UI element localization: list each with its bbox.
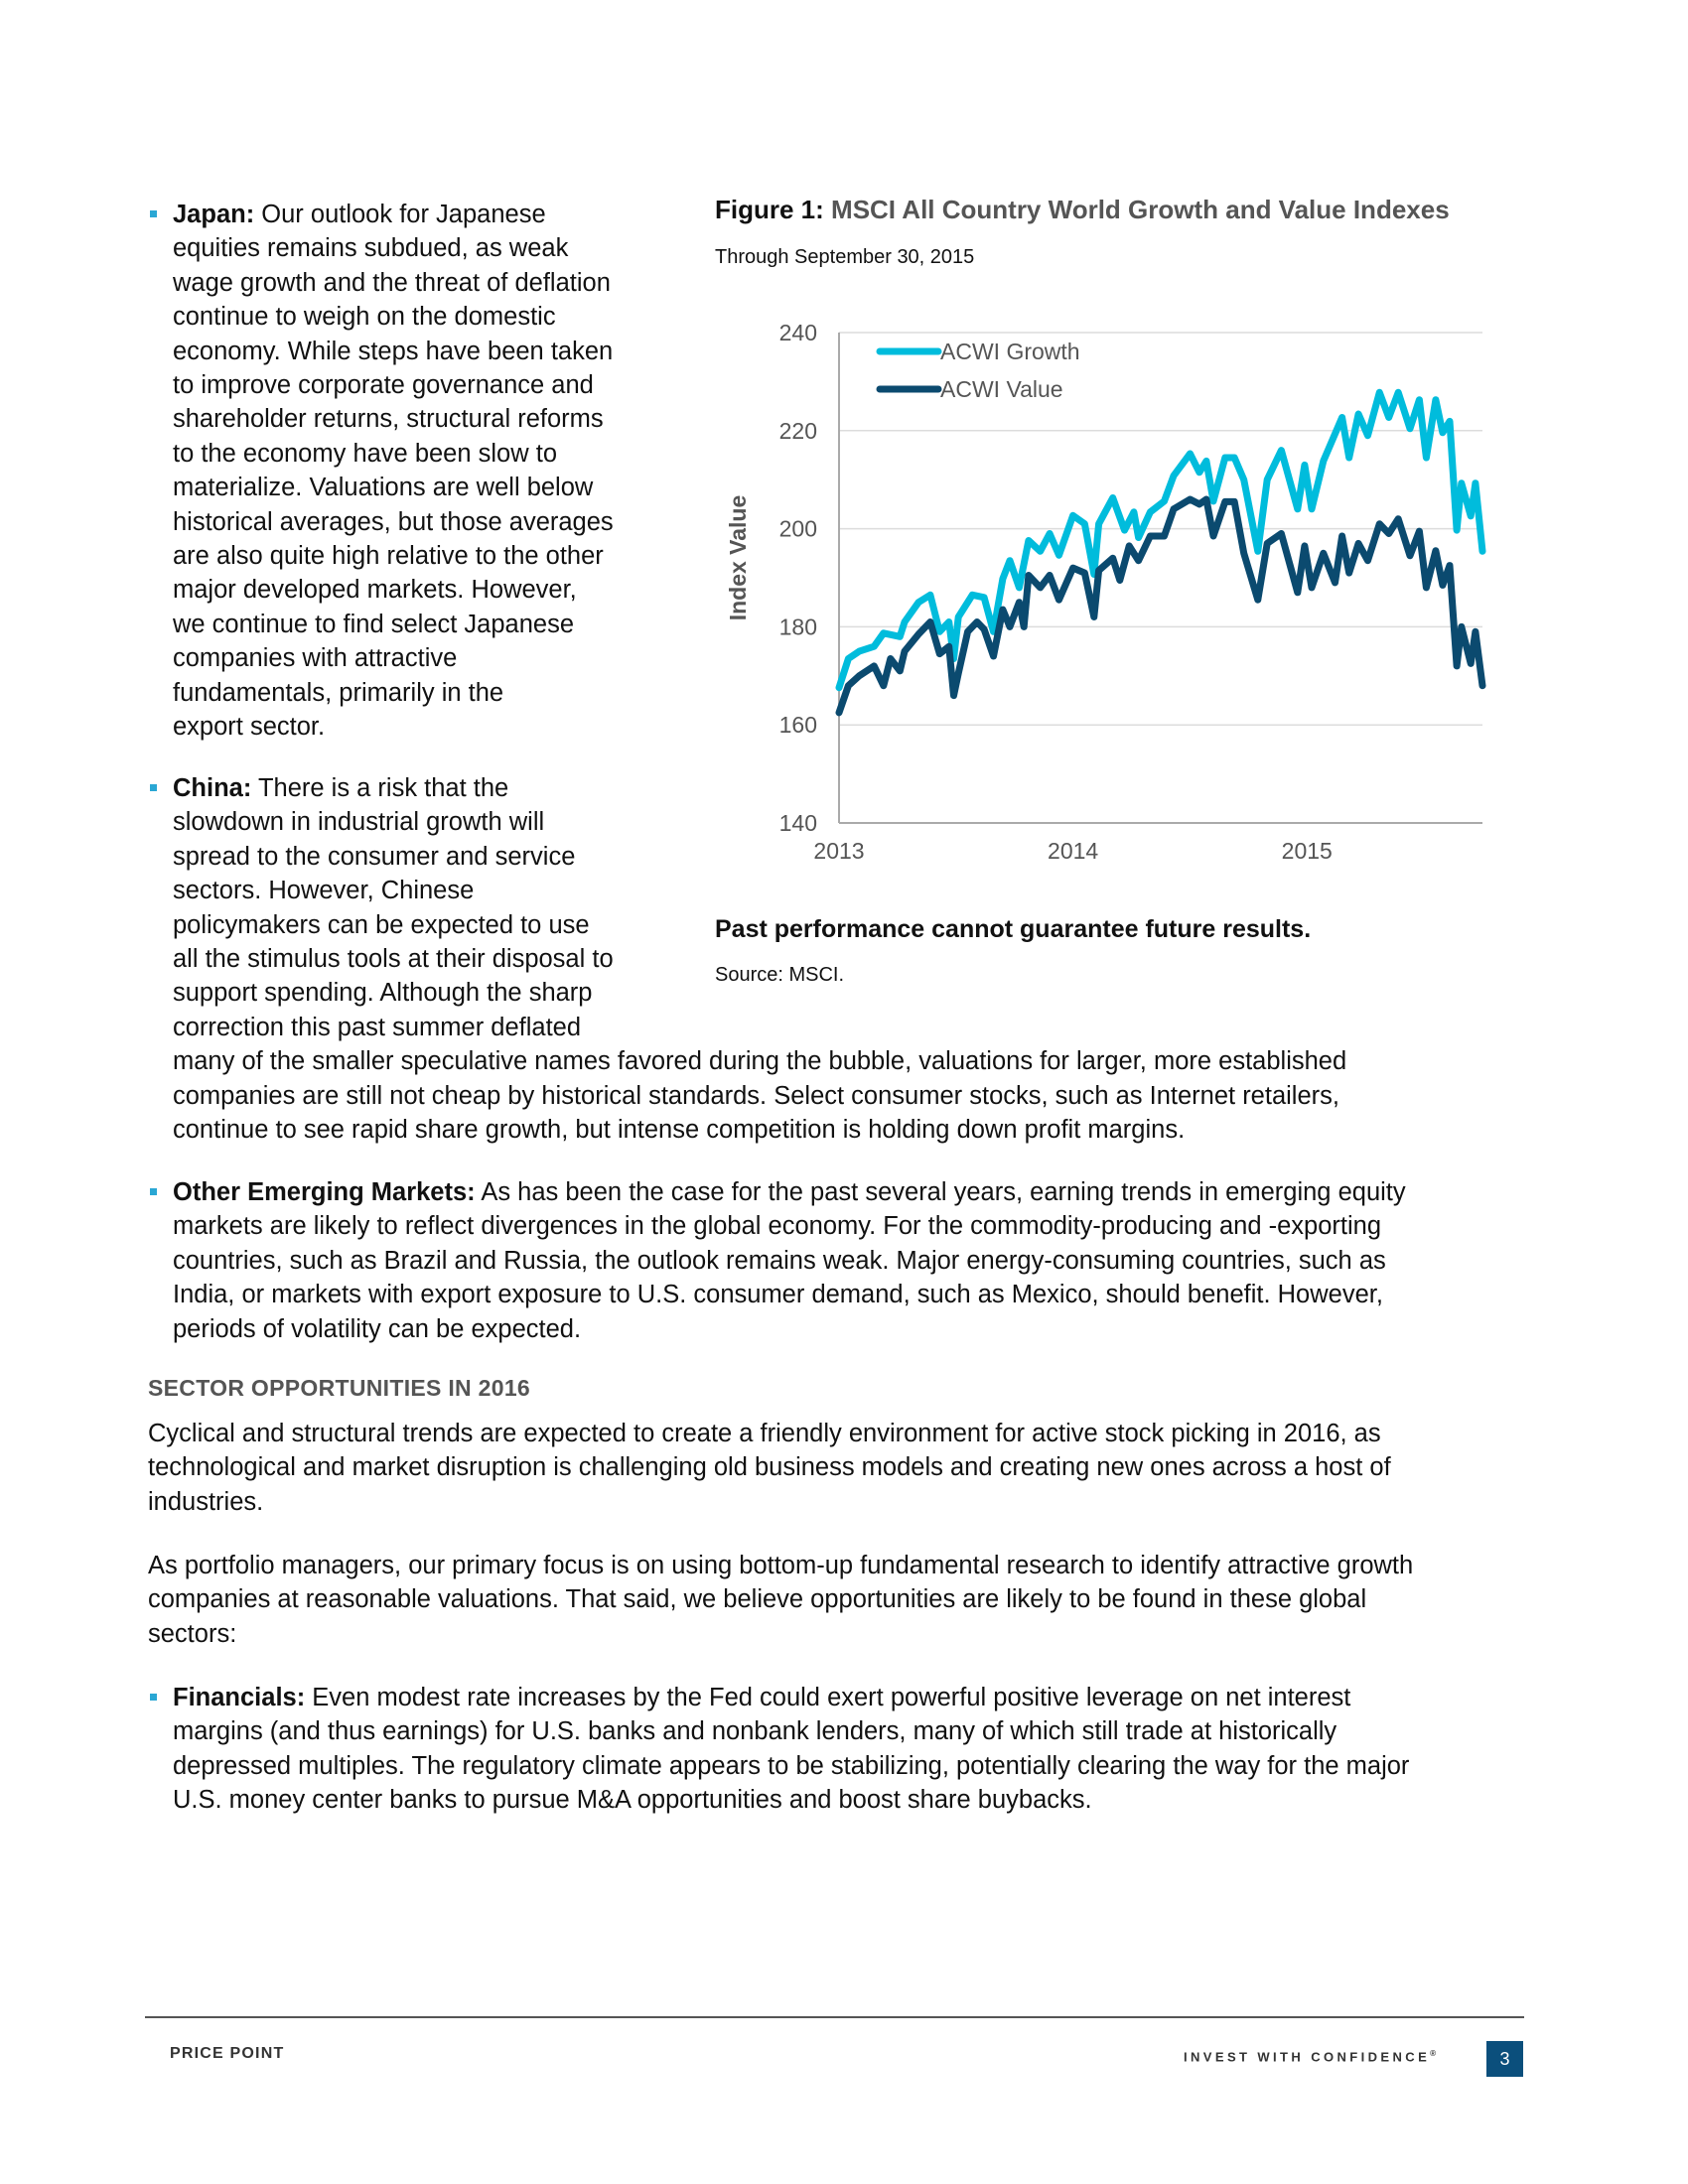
text-line	[173, 1044, 1346, 1078]
text-line-content: economy. While steps have been taken	[173, 337, 614, 365]
text-line-content: equities remains subdued, as weak	[173, 234, 569, 263]
text-line-content: There is a risk that the	[251, 774, 509, 802]
y-tick-label: 180	[778, 614, 817, 640]
text-line	[173, 402, 614, 436]
text-line	[173, 1714, 1409, 1748]
text-line-content: technological and market disruption is challenging old business models and creating new ones across a host of	[148, 1453, 1391, 1482]
text-line-content: to improve corporate governance and	[173, 371, 594, 400]
y-tick-label: 220	[778, 417, 817, 444]
x-tick-label: 2014	[1048, 838, 1099, 864]
x-tick-label: 2015	[1281, 838, 1333, 864]
text-line	[173, 1079, 1346, 1113]
figure-title-text: MSCI All Country World Growth and Value Indexes	[831, 195, 1450, 224]
text-line	[173, 1113, 1346, 1147]
text-line	[173, 1244, 1406, 1278]
y-tick-label: 160	[778, 712, 817, 739]
text-line	[173, 231, 614, 265]
text-line-content: continue to weigh on the domestic	[173, 303, 556, 332]
text-line-content: many of the smaller speculative names favored during the bubble, valuations for larger, more established	[173, 1047, 1347, 1076]
y-tick-label: 140	[778, 810, 817, 836]
japan-bullet	[173, 198, 614, 745]
paragraph-cyclical	[148, 1417, 1391, 1519]
bullet-icon	[150, 210, 157, 217]
text-line	[148, 1485, 1391, 1519]
bullet-label: Financials:	[173, 1684, 306, 1711]
text-line-content: spread to the consumer and service	[173, 842, 576, 871]
text-line-content: export sector.	[173, 713, 326, 742]
text-line-content: Even modest rate increases by the Fed could exert powerful positive leverage on net interest	[305, 1684, 1351, 1711]
text-line	[173, 710, 614, 744]
bullet-icon	[150, 1188, 157, 1195]
text-line-content: correction this past summer deflated	[173, 1013, 582, 1041]
text-line-content: U.S. money center banks to pursue M&A opportunities and boost share buybacks.	[173, 1786, 1092, 1815]
text-line	[173, 1749, 1409, 1783]
text-line-content: slowdown in industrial growth will	[173, 808, 545, 837]
text-line	[173, 676, 614, 710]
text-line	[173, 573, 614, 607]
bullet-icon	[150, 1694, 157, 1701]
footer-divider	[145, 2016, 1524, 2018]
text-line-content: companies at reasonable valuations. That said, we believe opportunities are likely to be found in these global	[148, 1585, 1367, 1614]
text-line	[173, 641, 614, 675]
text-line	[148, 1417, 1391, 1450]
figure-label: Figure 1:	[715, 195, 824, 224]
other-em-bullet	[173, 1175, 1406, 1346]
bullet-label: Japan:	[173, 201, 255, 228]
text-line-content: Cyclical and structural trends are expected to create a friendly environment for active stock picking in 2016, as	[148, 1420, 1381, 1447]
text-line	[173, 437, 614, 471]
text-line-content: As portfolio managers, our primary focus is on using bottom-up fundamental research to identify attractive growth	[148, 1552, 1414, 1579]
text-line	[173, 300, 614, 334]
y-axis-label: Index Value	[725, 494, 751, 621]
text-line-content: materialize. Valuations are well below	[173, 474, 594, 502]
publication-name: PRICE POINT	[170, 2045, 285, 2062]
text-line-content: are also quite high relative to the other	[173, 542, 604, 571]
text-line-content: companies with attractive	[173, 644, 458, 673]
text-line-content: wage growth and the threat of deflation	[173, 268, 611, 297]
disclaimer: Past performance cannot guarantee future results.	[715, 915, 1312, 943]
line-chart	[715, 298, 1509, 893]
text-line-content: countries, such as Brazil and Russia, the outlook remains weak. Major energy-consuming countries, such as	[173, 1246, 1386, 1275]
text-line-content: all the stimulus tools at their disposal to	[173, 945, 614, 974]
text-line-content: companies are still not cheap by historical standards. Select consumer stocks, such as Internet retailers,	[173, 1081, 1339, 1110]
text-line-content: historical averages, but those averages	[173, 507, 614, 536]
bullet-label: Other Emerging Markets:	[173, 1178, 476, 1206]
text-line-content: Our outlook for Japanese	[254, 201, 546, 228]
text-line-content: shareholder returns, structural reforms	[173, 405, 604, 434]
page-number: 3	[1486, 2041, 1523, 2077]
y-tick-label: 240	[778, 320, 817, 345]
text-line-content: policymakers can be expected to use	[173, 910, 590, 939]
text-line-content: As has been the case for the past several years, earning trends in emerging equity	[475, 1178, 1406, 1206]
legend-label: ACWI Growth	[940, 339, 1080, 364]
text-line-content: sectors:	[148, 1619, 237, 1648]
text-line	[148, 1617, 1413, 1651]
text-line-content: India, or markets with export exposure to U.S. consumer demand, such as Mexico, should benefit. However,	[173, 1281, 1383, 1309]
text-line	[173, 1175, 1406, 1209]
text-line	[173, 1278, 1406, 1311]
text-line-content: markets are likely to reflect divergences in the global economy. For the commodity-producing and -exporting	[173, 1212, 1382, 1241]
text-line	[173, 1783, 1409, 1817]
source-note: Source: MSCI.	[715, 964, 845, 986]
figure-title	[715, 195, 1450, 225]
text-line-content: support spending. Although the sharp	[173, 979, 593, 1008]
text-line	[173, 1681, 1409, 1714]
text-line	[173, 1312, 1406, 1346]
text-line	[173, 368, 614, 402]
legend-label: ACWI Value	[940, 376, 1063, 402]
tagline	[1184, 2049, 1436, 2064]
text-line	[148, 1549, 1413, 1582]
text-line	[148, 1450, 1391, 1484]
figure-subtitle: Through September 30, 2015	[715, 246, 975, 268]
paragraph-portfolio	[148, 1549, 1413, 1651]
x-tick-label: 2013	[813, 838, 865, 864]
text-line-content: fundamentals, primarily in the	[173, 678, 504, 707]
bullet-icon	[150, 784, 157, 791]
text-line-content: we continue to find select Japanese	[173, 610, 575, 638]
text-line	[173, 1209, 1406, 1243]
text-line-content: major developed markets. However,	[173, 576, 577, 605]
registered-mark: ®	[1430, 2049, 1437, 2058]
text-line	[173, 198, 614, 231]
financials-bullet	[173, 1681, 1409, 1818]
text-line-content: continue to see rapid share growth, but intense competition is holding down profit margins.	[173, 1116, 1186, 1145]
text-line	[148, 1582, 1413, 1616]
section-heading: SECTOR OPPORTUNITIES IN 2016	[148, 1375, 531, 1401]
text-line-content: periods of volatility can be expected.	[173, 1314, 582, 1343]
tagline-text: INVEST WITH CONFIDENCE	[1184, 2049, 1431, 2065]
text-line	[173, 471, 614, 504]
text-line-content: sectors. However, Chinese	[173, 877, 475, 905]
y-tick-label: 200	[778, 515, 817, 542]
text-line-content: to the economy have been slow to	[173, 439, 557, 468]
text-line	[173, 266, 614, 300]
text-line	[173, 608, 614, 641]
text-line-content: margins (and thus earnings) for U.S. banks and nonbank lenders, many of which still trade at historically	[173, 1717, 1337, 1746]
text-line	[173, 505, 614, 539]
text-line-content: industries.	[148, 1487, 264, 1516]
text-line	[173, 335, 614, 368]
text-line-content: depressed multiples. The regulatory climate appears to be stabilizing, potentially clearing the way for the major	[173, 1751, 1410, 1780]
text-line	[173, 1011, 1346, 1044]
text-line	[173, 539, 614, 573]
bullet-label: China:	[173, 774, 252, 802]
